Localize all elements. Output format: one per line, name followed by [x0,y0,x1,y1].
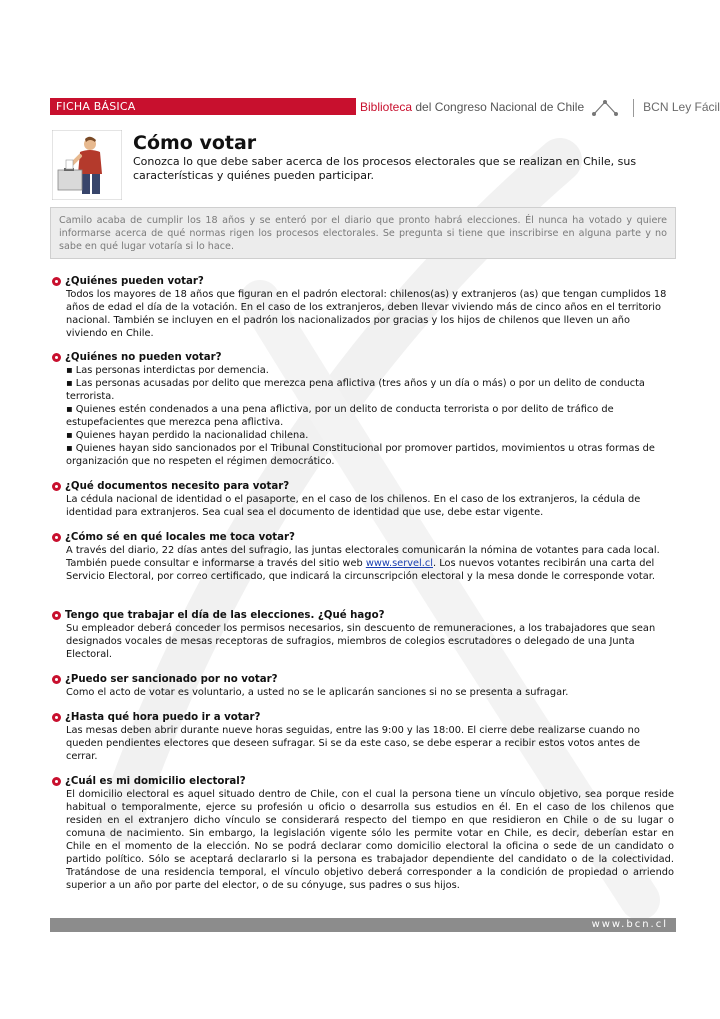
red-bullet-icon [52,482,61,491]
logo-biblioteca: Biblioteca [360,100,413,114]
list-item: ▪ Quienes hayan perdido la nacionalidad chilena. [66,430,309,441]
bcn-logo [360,96,720,118]
qa-section-electoral-address [52,775,674,892]
answer-text: Todos los mayores de 18 años que figuran en el padrón electoral: chilenos(as) y extranjeros (as) que tengan cumplidos 18 años de edad el día de la votación. En el caso de los extranjeros, deben llevar viviendo más de cinco años en el territorio nacional. También se incluyen en el padrón los nacionalizados por gracias y los hijos de chilenos que lleven un año viviendo en Chile. [66,289,667,339]
footer-url[interactable]: www.bcn.cl [591,919,668,930]
qa-section-hours [52,711,674,763]
red-bullet-icon [52,277,61,286]
red-bullet-icon [52,675,61,684]
answer-text: Como el acto de votar es voluntario, a usted no se le aplicarán sanciones si no se presenta a sufragar. [66,687,569,698]
list-item: ▪ Las personas acusadas por delito que merezca pena aflictiva (tres años y un día o más) o por un delito de conducta terrorista. [66,378,645,402]
list-item: ▪ Quienes hayan sido sancionados por el Tribunal Constitucional por promover partidos, movimientos u otras formas de organización que no respeten el régimen democrático. [66,443,655,467]
logo-ley-facil: BCN Ley Fácil [643,100,720,114]
red-bullet-icon [52,611,61,620]
qa-section-who-can-vote [52,275,674,340]
list-item: ▪ Las personas interdictas por demencia. [66,365,269,376]
red-bullet-icon [52,713,61,722]
question-heading: ¿Quiénes no pueden votar? [52,351,674,364]
qa-section-who-cannot-vote [52,351,674,468]
qa-section-work-election-day [52,609,674,661]
page-title: Cómo votar [133,132,257,154]
scenario-box [50,207,676,259]
bcn-triangle-icon [591,99,619,117]
ficha-basica-label: FICHA BÁSICA [56,100,136,113]
answer-text: A través del diario, 22 días antes del sufragio, las juntas electorales comunicarán la nómina de votantes para cada local. También puede consultar e informarse a través del sitio web www.servel.cl. Los nuevos votantes recibirán una carta del Servicio Electoral, por correo certificado, que indicará la circunscripción electoral y la mesa donde le corresponde votar. [66,545,660,582]
question-heading: ¿Cuál es mi domicilio electoral? [52,775,674,788]
question-heading: ¿Cómo sé en qué locales me toca votar? [52,531,674,544]
answer-text: El domicilio electoral es aquel situado dentro de Chile, con el cual la persona tiene un vínculo objetivo, sea porque reside habitual o temporalmente, ejerce su profesión u oficio o desarrolla sus estudios en él. En el caso de los chilenos que residen en el extranjero dicho vínculo se considerará respecto del tiempo en que residieron en Chile o de su lugar o comuna de nacimiento. Sin embargo, la legislación vigente sólo les permite votar en Chile, es decir, deberían estar en Chile en el momento de la elección. No se podrá declarar como domicilio electoral la oficina o sede de un candidato o partido político. Sólo se aceptará declararlo si la persona es trabajador dependiente del candidato o de la colectividad. Tratándose de una residencia temporal, el vínculo objetivo deberá corresponder a la condición de propiedad o arriendo superior a un año por parte del elector, o de su cónyuge, sus padres o sus hijos. [66,789,674,891]
person-voting-illustration [52,130,122,200]
red-bullet-icon [52,353,61,362]
answer-list [52,364,674,468]
red-bullet-icon [52,533,61,542]
servel-link[interactable]: www.servel.cl [365,558,433,569]
answer-text: Su empleador deberá conceder los permisos necesarios, sin descuento de remuneraciones, a los trabajadores que sean designados vocales de mesas receptoras de sufragios, miembros de colegios escrutadores o delegado de una Junta Electoral. [66,623,656,660]
question-heading: ¿Puedo ser sancionado por no votar? [52,673,674,686]
qa-section-documents [52,480,674,519]
footer-bar [50,918,676,932]
qa-section-sanctions [52,673,674,699]
question-heading: ¿Qué documentos necesito para votar? [52,480,674,493]
qa-section-polling-place [52,531,674,583]
logo-congreso: del Congreso Nacional de Chile [412,100,585,114]
question-heading: ¿Hasta qué hora puedo ir a votar? [52,711,674,724]
answer-text: La cédula nacional de identidad o el pasaporte, en el caso de los chilenos. En el caso de los extranjeros, la cédula de identidad para extranjeros. Sea cual sea el documento de identidad que use, debe estar vigente. [66,494,641,518]
ficha-basica-banner [50,98,356,115]
page-subtitle: Conozca lo que debe saber acerca de los procesos electorales que se realizan en Chile, sus características y quiénes pueden participar. [133,155,637,182]
logo-separator [633,99,634,117]
list-item: ▪ Quienes estén condenados a una pena aflictiva, por un delito de conducta terrorista o por delito de tráfico de estupefacientes que merezca pena aflictiva. [66,404,614,428]
question-heading: ¿Quiénes pueden votar? [52,275,674,288]
question-heading: Tengo que trabajar el día de las elecciones. ¿Qué hago? [52,609,674,622]
answer-text: Las mesas deben abrir durante nueve horas seguidas, entre las 9:00 y las 18:00. El cierre debe realizarse cuando no queden pendientes electores que deseen sufragar. Si se da este caso, se debe esperar a recibir estos votos antes de cerrar. [66,725,641,762]
scenario-text: Camilo acaba de cumplir los 18 años y se enteró por el diario que pronto habrá elecciones. Él nunca ha votado y quiere informarse acerca de qué normas rigen los procesos electorales. Se pregunta si tiene que inscribirse en alguna parte y no sabe en qué lugar votaría si lo hace. [59,215,667,252]
red-bullet-icon [52,777,61,786]
